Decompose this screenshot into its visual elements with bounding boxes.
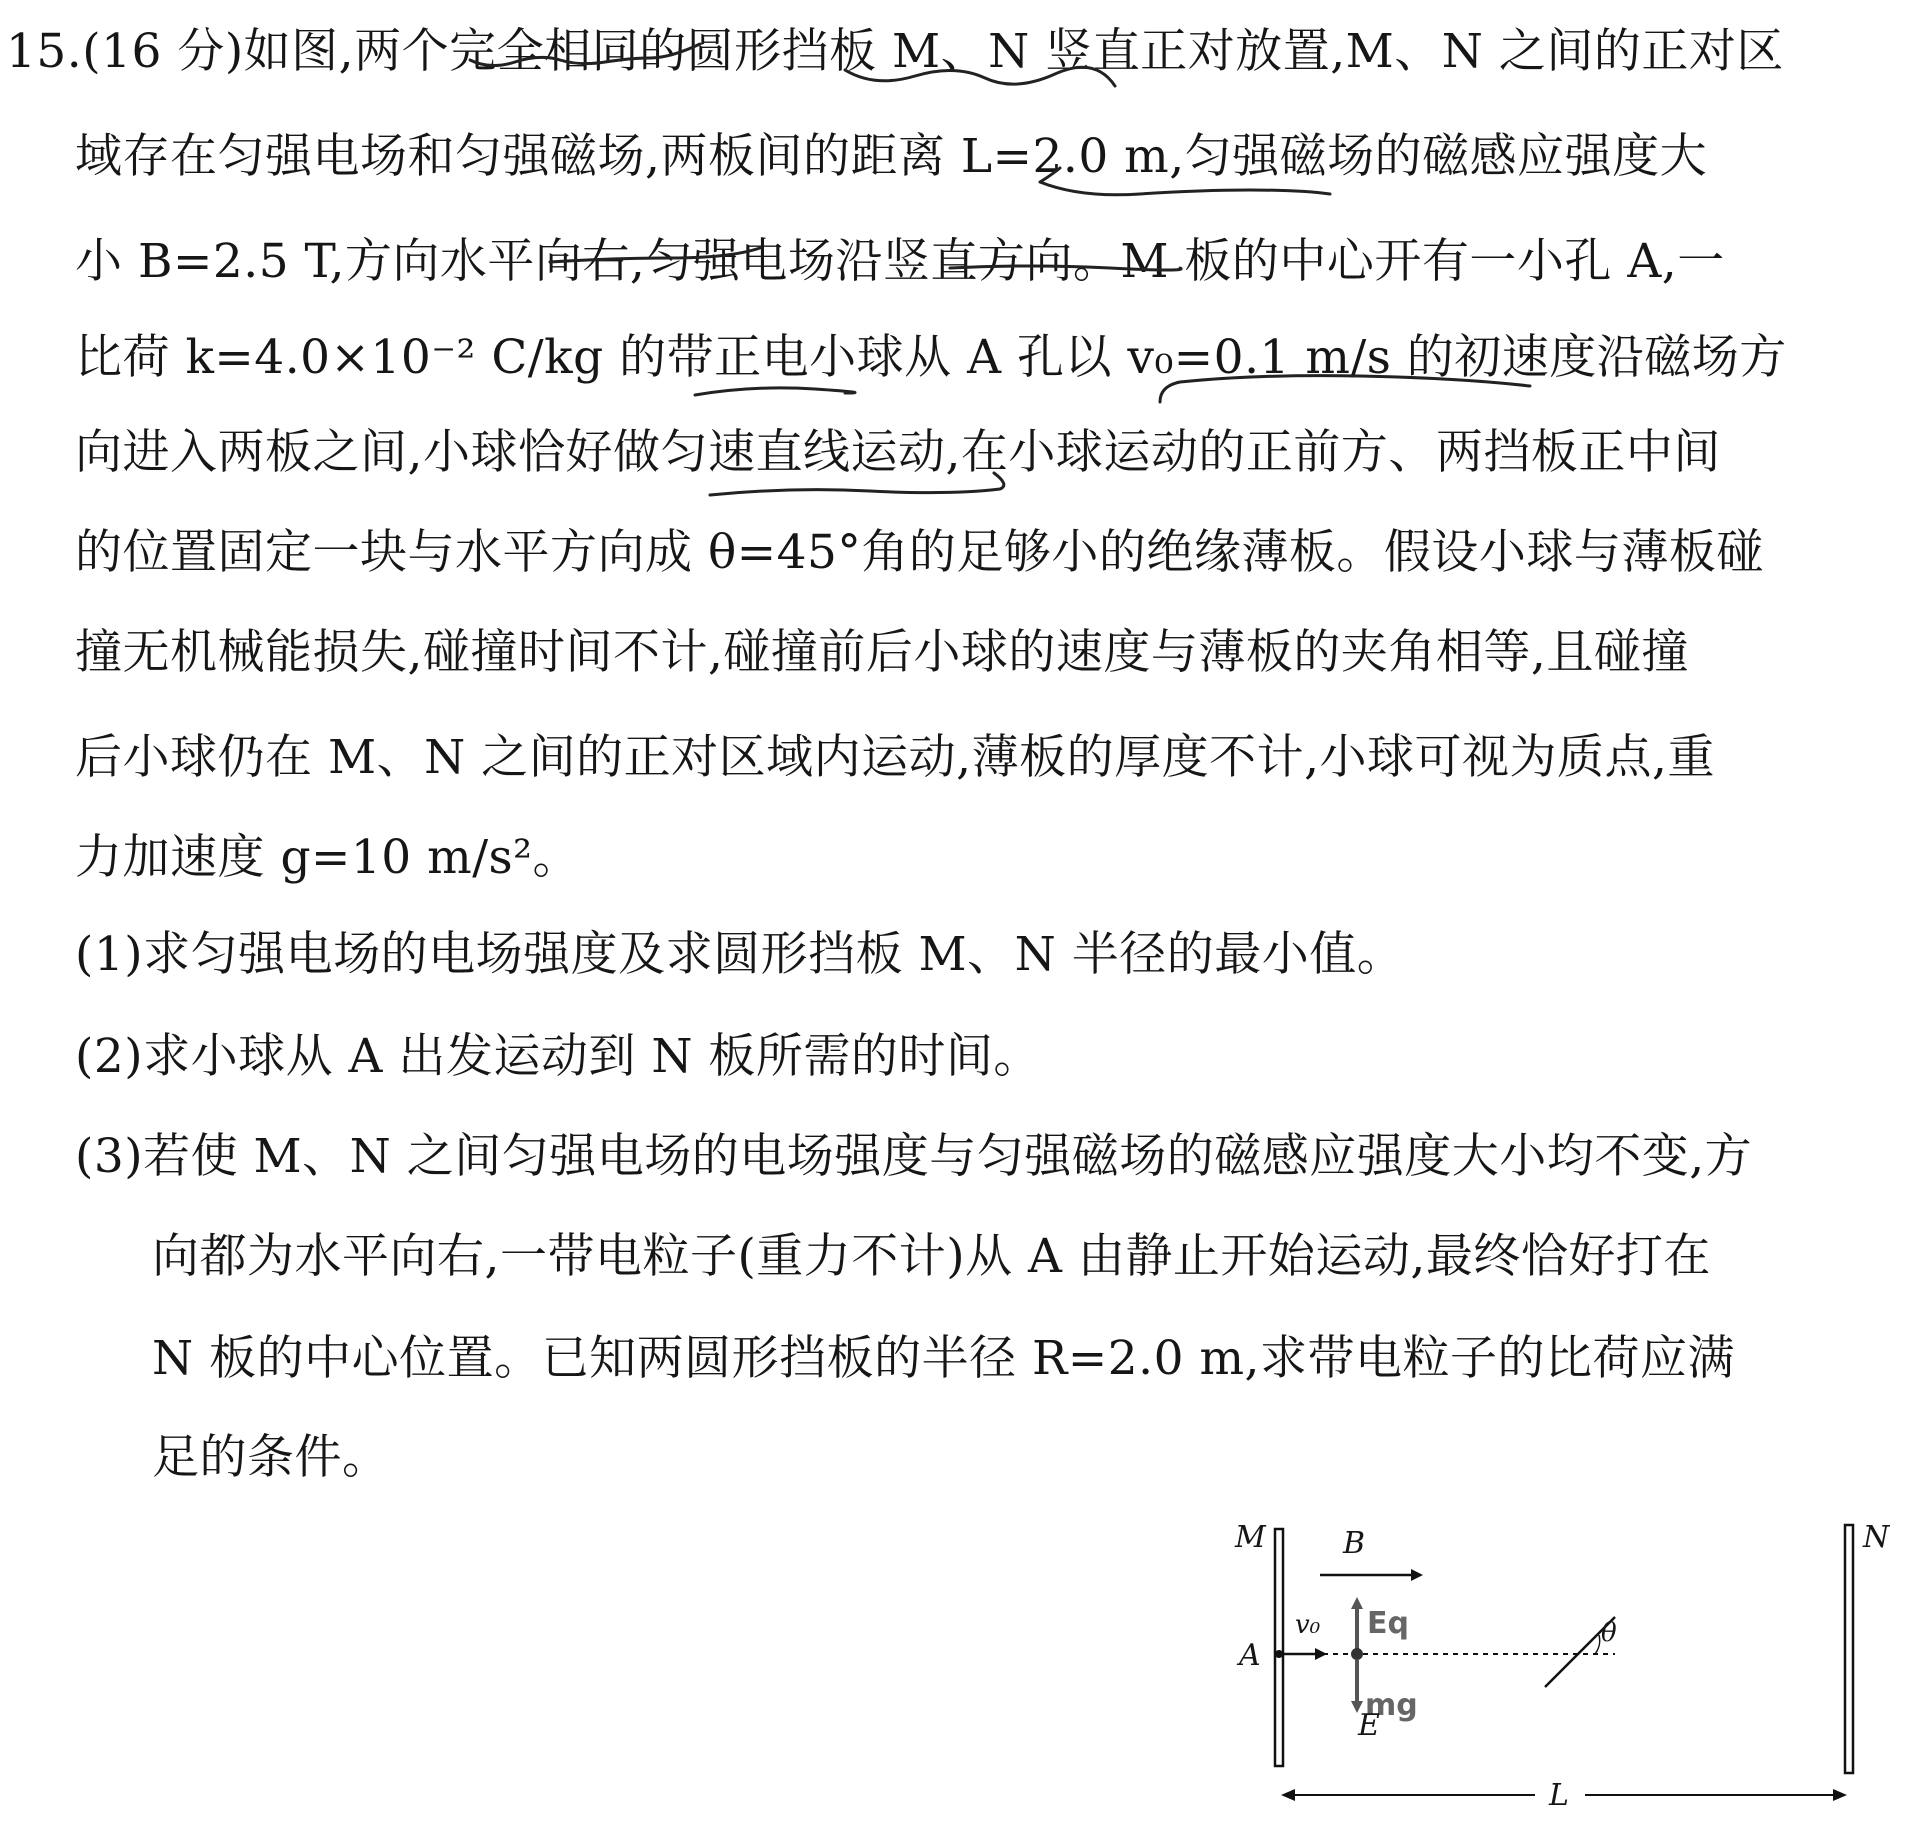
field-e-label: E — [1358, 1708, 1380, 1743]
force-mg-handwritten: mg — [1365, 1688, 1418, 1723]
problem-stem-line-2: 域存在匀强电场和匀强磁场,两板间的距离 L=2.0 m,匀强磁场的磁感应强度大 — [75, 129, 1708, 184]
problem-stem-line-1: 15.(16 分)如图,两个完全相同的圆形挡板 M、N 竖直正对放置,M、N 之间的正对区 — [6, 24, 1784, 79]
plate-m-label: M — [1235, 1520, 1266, 1555]
problem-stem-line-4: 比荷 k=4.0×10⁻² C/kg 的带正电小球从 A 孔以 v₀=0.1 m/s 的初速度沿磁场方 — [75, 330, 1787, 385]
problem-stem-line-6: 的位置固定一块与水平方向成 θ=45°角的足够小的绝缘薄板。假设小球与薄板碰 — [75, 525, 1764, 580]
field-b-arrow-head — [1411, 1569, 1423, 1581]
distance-label: L — [1549, 1778, 1569, 1813]
force-eq-handwritten: Eq — [1367, 1606, 1409, 1641]
question-2: (2)求小球从 A 出发运动到 N 板所需的时间。 — [75, 1029, 1041, 1084]
problem-stem-line-7: 撞无机械能损失,碰撞时间不计,碰撞前后小球的速度与薄板的夹角相等,且碰撞 — [75, 625, 1689, 680]
charged-ball — [1351, 1648, 1363, 1660]
plate-m — [1275, 1529, 1283, 1766]
question-3-line-2: 向都为水平向右,一带电粒子(重力不计)从 A 由静止开始运动,最终恰好打在 — [152, 1229, 1711, 1284]
hole-a — [1275, 1650, 1283, 1658]
underline-positive — [695, 388, 855, 395]
problem-stem-line-5: 向进入两板之间,小球恰好做匀速直线运动,在小球运动的正前方、两挡板正中间 — [75, 425, 1721, 480]
question-3-line-4: 足的条件。 — [152, 1430, 390, 1485]
velocity-arrow-head — [1315, 1648, 1327, 1660]
plate-n — [1845, 1525, 1853, 1773]
distance-arrow-right — [1833, 1789, 1847, 1801]
question-1: (1)求匀强电场的电场强度及求圆形挡板 M、N 半径的最小值。 — [75, 927, 1405, 982]
angle-label: θ — [1601, 1618, 1617, 1648]
field-b-label: B — [1343, 1526, 1366, 1561]
velocity-label: v₀ — [1295, 1610, 1321, 1640]
hole-a-label: A — [1239, 1638, 1261, 1673]
question-3-line-1: (3)若使 M、N 之间匀强电场的电场强度与匀强磁场的磁感应强度大小均不变,方 — [75, 1129, 1753, 1184]
distance-arrow-left — [1281, 1789, 1295, 1801]
force-up-arrow-head — [1351, 1597, 1363, 1609]
question-3-line-3: N 板的中心位置。已知两圆形挡板的半径 R=2.0 m,求带电粒子的比荷应满 — [152, 1331, 1735, 1386]
problem-stem-line-9: 力加速度 g=10 m/s²。 — [75, 830, 581, 885]
physics-diagram — [1215, 1505, 1905, 1815]
problem-stem-line-3: 小 B=2.5 T,方向水平向右,匀强电场沿竖直方向。M 板的中心开有一小孔 A,一 — [75, 234, 1725, 289]
problem-stem-line-8: 后小球仍在 M、N 之间的正对区域内运动,薄板的厚度不计,小球可视为质点,重 — [75, 730, 1715, 785]
plate-n-label: N — [1863, 1520, 1890, 1555]
